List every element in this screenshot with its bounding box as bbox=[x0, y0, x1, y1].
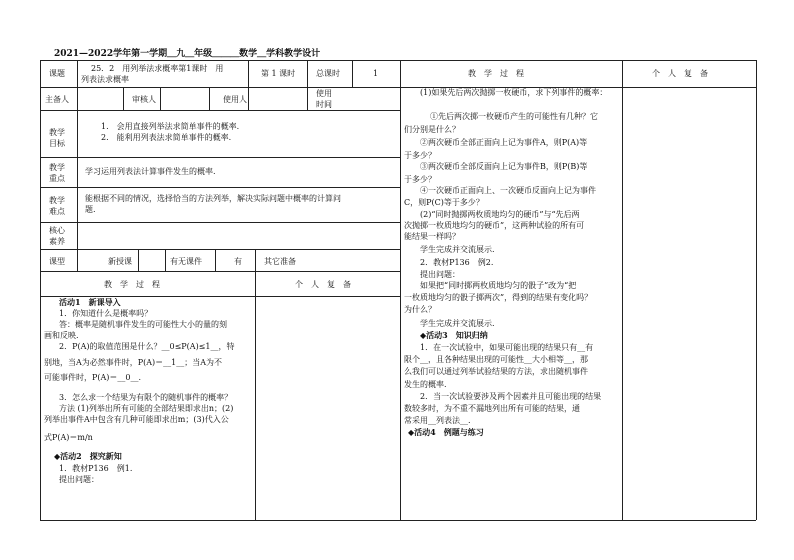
right-line: ◆活动3 知识归纳 bbox=[420, 330, 488, 340]
right-line: 1．在一次试验中，如果可能出现的结果只有__有 bbox=[420, 343, 594, 352]
process-line: 列举出事件A中包含有几种可能即求出m；(3)代入公 bbox=[44, 415, 229, 424]
process-line: 提出问题： bbox=[59, 475, 99, 484]
reviewer-label: 审核人 bbox=[132, 95, 156, 104]
lesson-type-label: 课型 bbox=[49, 257, 65, 266]
left-review-header: 个 人 复 备 bbox=[295, 280, 351, 289]
courseware-label: 有无课件 bbox=[170, 257, 202, 266]
course-title-line1: 25．2 用列举法求概率第1课时 用 bbox=[91, 64, 224, 73]
process-line: ◆活动2 探究新知 bbox=[54, 451, 122, 461]
right-line: 2．当一次试验要涉及两个因素并且可能出现的结果 bbox=[420, 392, 602, 401]
key-text: 学习运用列表法计算事件发生的概率. bbox=[85, 167, 216, 176]
right-line: ②两次硬币全部正面向上记为事件A，则P(A)等 bbox=[420, 138, 588, 147]
goals-label-2: 目标 bbox=[49, 139, 65, 148]
right-line: (2)“同时抛掷两枚质地均匀的硬币”与“先后两 bbox=[420, 210, 580, 219]
user-label: 使用人 bbox=[223, 95, 247, 104]
right-line: 提出问题： bbox=[420, 270, 460, 279]
right-line: 们分别是什么？ bbox=[404, 125, 460, 134]
core-label-2: 素养 bbox=[49, 237, 65, 246]
right-line: 限个__，且各种结果出现的可能性__大小相等__，那 bbox=[404, 355, 588, 364]
process-line: 别地，当A为必然事件时，P(A)＝__1__；当A为不 bbox=[44, 358, 223, 367]
process-line: 1．教材P136 例1. bbox=[59, 464, 133, 473]
left-process-header: 教 学 过 程 bbox=[104, 280, 160, 289]
difficulty-text-1: 能根据不同的情况，选择恰当的方法列举，解决实际问题中概率的计算问 bbox=[85, 194, 341, 203]
goal-item-1: 1. 会用直接列举法求简单事件的概率. bbox=[101, 122, 240, 131]
use-time-label-2: 时间 bbox=[316, 100, 332, 109]
right-process-header: 教 学 过 程 bbox=[468, 69, 524, 78]
difficulty-text-2: 题. bbox=[85, 205, 96, 214]
goals-label-1: 教学 bbox=[49, 128, 65, 137]
process-line: 3．怎么求一个结果为有限个的随机事件的概率？ bbox=[59, 393, 233, 402]
right-line: 次抛掷一枚质地均匀的硬币”，这两种试验的所有可 bbox=[404, 221, 585, 230]
key-label-2: 重点 bbox=[49, 174, 65, 183]
difficulty-label-1: 教学 bbox=[49, 196, 65, 205]
right-line: 于多少？ bbox=[404, 175, 436, 184]
right-line: 学生完成并交流展示. bbox=[420, 245, 495, 254]
right-line: ④一次硬币正面向上、一次硬币反面向上记为事件 bbox=[420, 186, 596, 195]
right-line: ③两次硬币全部反面向上记为事件B，则P(B)等 bbox=[420, 162, 588, 171]
right-line: 2．教材P136 例2. bbox=[420, 258, 494, 267]
process-line: 式P(A)＝m/n bbox=[44, 433, 93, 442]
goal-item-2: 2. 能利用列表法求简单事件的概率. bbox=[101, 133, 232, 142]
right-line: 能结果一样吗？ bbox=[404, 232, 460, 241]
right-line: 常采用__列表法__. bbox=[404, 416, 471, 425]
process-line: 2．P(A)的取值范围是什么？__0≤P(A)≤1__，特 bbox=[59, 342, 235, 351]
right-line: 学生完成并交流展示. bbox=[420, 319, 495, 328]
right-line: 发生的概率. bbox=[404, 380, 447, 389]
header-text: 2021—2022学年第一学期＿九＿年级＿＿＿数学＿学科教学设计 bbox=[54, 49, 321, 59]
right-line: (1)如果先后两次抛掷一枚硬币，求下列事件的概率： bbox=[420, 88, 608, 97]
process-line: 活动1 新课导入 bbox=[59, 297, 121, 307]
other-prep-label: 其它准备 bbox=[264, 257, 296, 266]
document-header bbox=[54, 49, 320, 60]
right-line: C，则P(C)等于多少？ bbox=[404, 198, 484, 207]
use-time-label-1: 使用 bbox=[316, 89, 332, 98]
right-line: 于多少？ bbox=[404, 151, 436, 160]
course-title-line2: 列表法求概率 bbox=[81, 75, 129, 84]
right-line: 么我们可以通过列举试验结果的方法，求出随机事件 bbox=[404, 367, 588, 376]
preparer-label: 主备人 bbox=[45, 95, 69, 104]
right-line: ◆活动4 例题与练习 bbox=[408, 427, 484, 437]
right-line: 为什么？ bbox=[404, 305, 436, 314]
lesson-type-value: 新授课 bbox=[108, 257, 132, 266]
courseware-value: 有 bbox=[234, 257, 242, 266]
process-line: 答：概率是随机事件发生的可能性大小的量的刻 bbox=[59, 320, 227, 329]
lesson-number: 第 1 课时 bbox=[261, 69, 296, 78]
core-label-1: 核心 bbox=[49, 226, 65, 235]
process-line: 可能事件时，P(A)＝__0__. bbox=[44, 373, 142, 382]
right-line: 一枚质地均匀的骰子掷两次”，得到的结果有变化吗？ bbox=[404, 293, 593, 302]
right-line: ①先后两次掷一枚硬币产生的可能性有几种？它 bbox=[430, 112, 598, 121]
key-label-1: 教学 bbox=[49, 163, 65, 172]
process-line: 方法 (1)列举出所有可能的全部结果即求出n；(2) bbox=[59, 404, 234, 413]
process-line: 画和反映. bbox=[44, 331, 79, 340]
difficulty-label-2: 难点 bbox=[49, 207, 65, 216]
process-line: 1．你知道什么是概率吗？ bbox=[59, 309, 153, 318]
total-lessons-value: 1 bbox=[373, 69, 379, 78]
right-review-header: 个 人 复 备 bbox=[652, 69, 708, 78]
right-line: 数较多时，为不重不漏地列出所有可能的结果，通 bbox=[404, 404, 580, 413]
total-lessons-label: 总课时 bbox=[316, 69, 340, 78]
right-line: 如果把“同时掷两枚质地均匀的骰子”改为“把 bbox=[420, 281, 577, 290]
course-title-label: 课题 bbox=[49, 69, 65, 78]
